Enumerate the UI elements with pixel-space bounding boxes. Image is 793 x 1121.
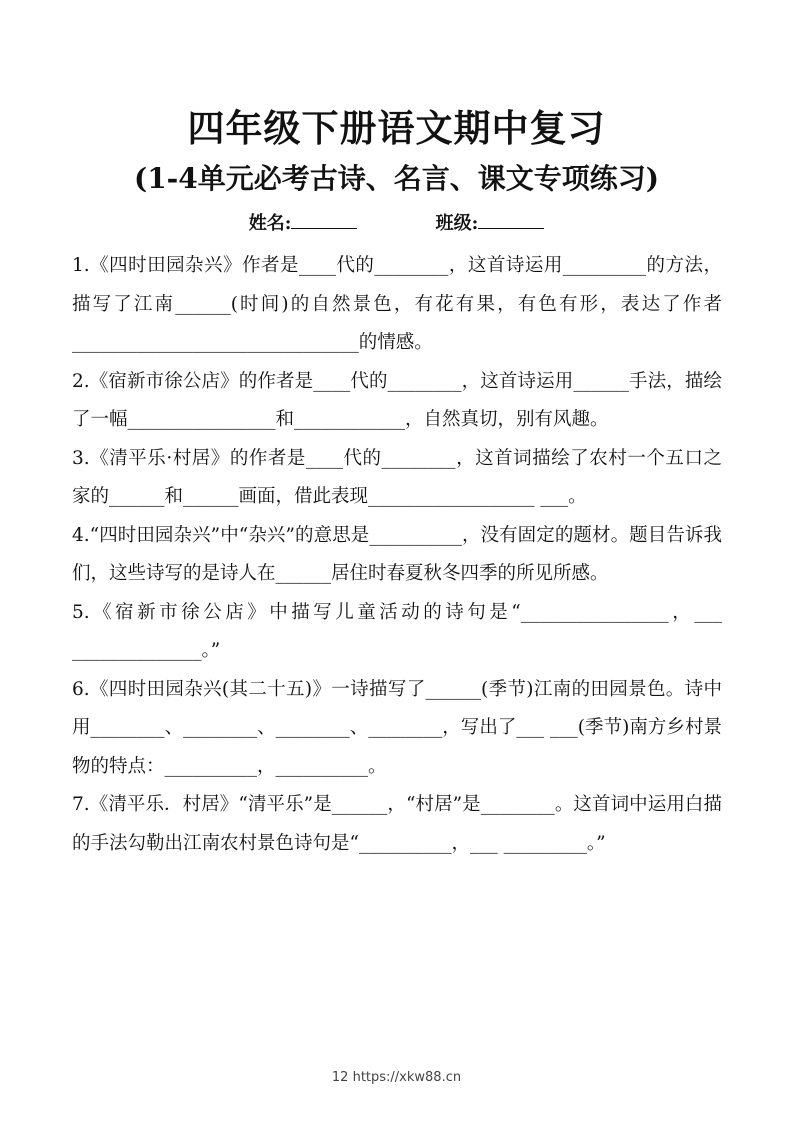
class-blank bbox=[478, 210, 544, 229]
question-text: “四时田园杂兴”中“杂兴”的意思是__________，没有固定的题材。题目告诉我们，这些诗写的是诗人在______居住时春夏秋冬四季的所见所感。 bbox=[72, 524, 722, 584]
question-text: 《宿新市徐公店》的作者是____代的________，这首诗运用______手法，描绘了一幅________________和____________，自然真切，别有风趣。 bbox=[72, 370, 722, 430]
name-field bbox=[249, 209, 358, 239]
question-number: 3. bbox=[72, 447, 90, 469]
question-number: 1. bbox=[72, 255, 90, 276]
question-item bbox=[72, 517, 722, 594]
question-item bbox=[72, 786, 722, 863]
question-item bbox=[72, 594, 722, 671]
class-label: 班级: bbox=[435, 213, 479, 234]
page-subtitle: (1-4单元必考古诗、名言、课文专项练习) bbox=[133, 162, 660, 195]
question-number: 2. bbox=[72, 370, 90, 392]
name-blank bbox=[291, 210, 357, 229]
question-item bbox=[72, 247, 722, 363]
question-text: 《四时田园杂兴(其二十五)》一诗描写了______(季节)江南的田园景色。诗中用________、________、________、________，写出了___ ___(季节)南方乡村景物的特点：__________，__________。 bbox=[72, 678, 722, 777]
question-text: 《清平乐．村居》“清平乐”是______，“村居”是________。这首词中运用白描的手法勾勒出江南农村景色诗句是“__________，___ _________。” bbox=[72, 794, 722, 854]
question-text: 《清平乐·村居》的作者是____代的________，这首词描绘了农村一个五口之家的______和______画面，借此表现__________________ ___。 bbox=[72, 447, 722, 507]
question-text: 《宿新市徐公店》中描写儿童活动的诗句是“________________，___ ______________。” bbox=[72, 601, 722, 661]
question-number: 4. bbox=[72, 524, 90, 546]
question-number: 7. bbox=[72, 794, 90, 815]
question-item bbox=[72, 440, 722, 517]
question-number: 5. bbox=[72, 601, 90, 623]
question-item bbox=[72, 671, 722, 787]
question-list bbox=[72, 247, 722, 863]
question-item bbox=[72, 363, 722, 440]
question-text: 《四时田园杂兴》作者是____代的________，这首诗运用_________的方法，描写了江南______(时间)的自然景色，有花有果，有色有形，表达了作者_______________________________的情感。 bbox=[72, 255, 722, 353]
page-title: 四年级下册语文期中复习 bbox=[187, 106, 606, 150]
name-label: 姓名: bbox=[248, 213, 292, 234]
class-field bbox=[436, 209, 545, 239]
student-info-row bbox=[0, 209, 793, 239]
question-number: 6. bbox=[72, 678, 90, 700]
page-footer: 12 https://xkw88.cn bbox=[331, 1070, 462, 1085]
